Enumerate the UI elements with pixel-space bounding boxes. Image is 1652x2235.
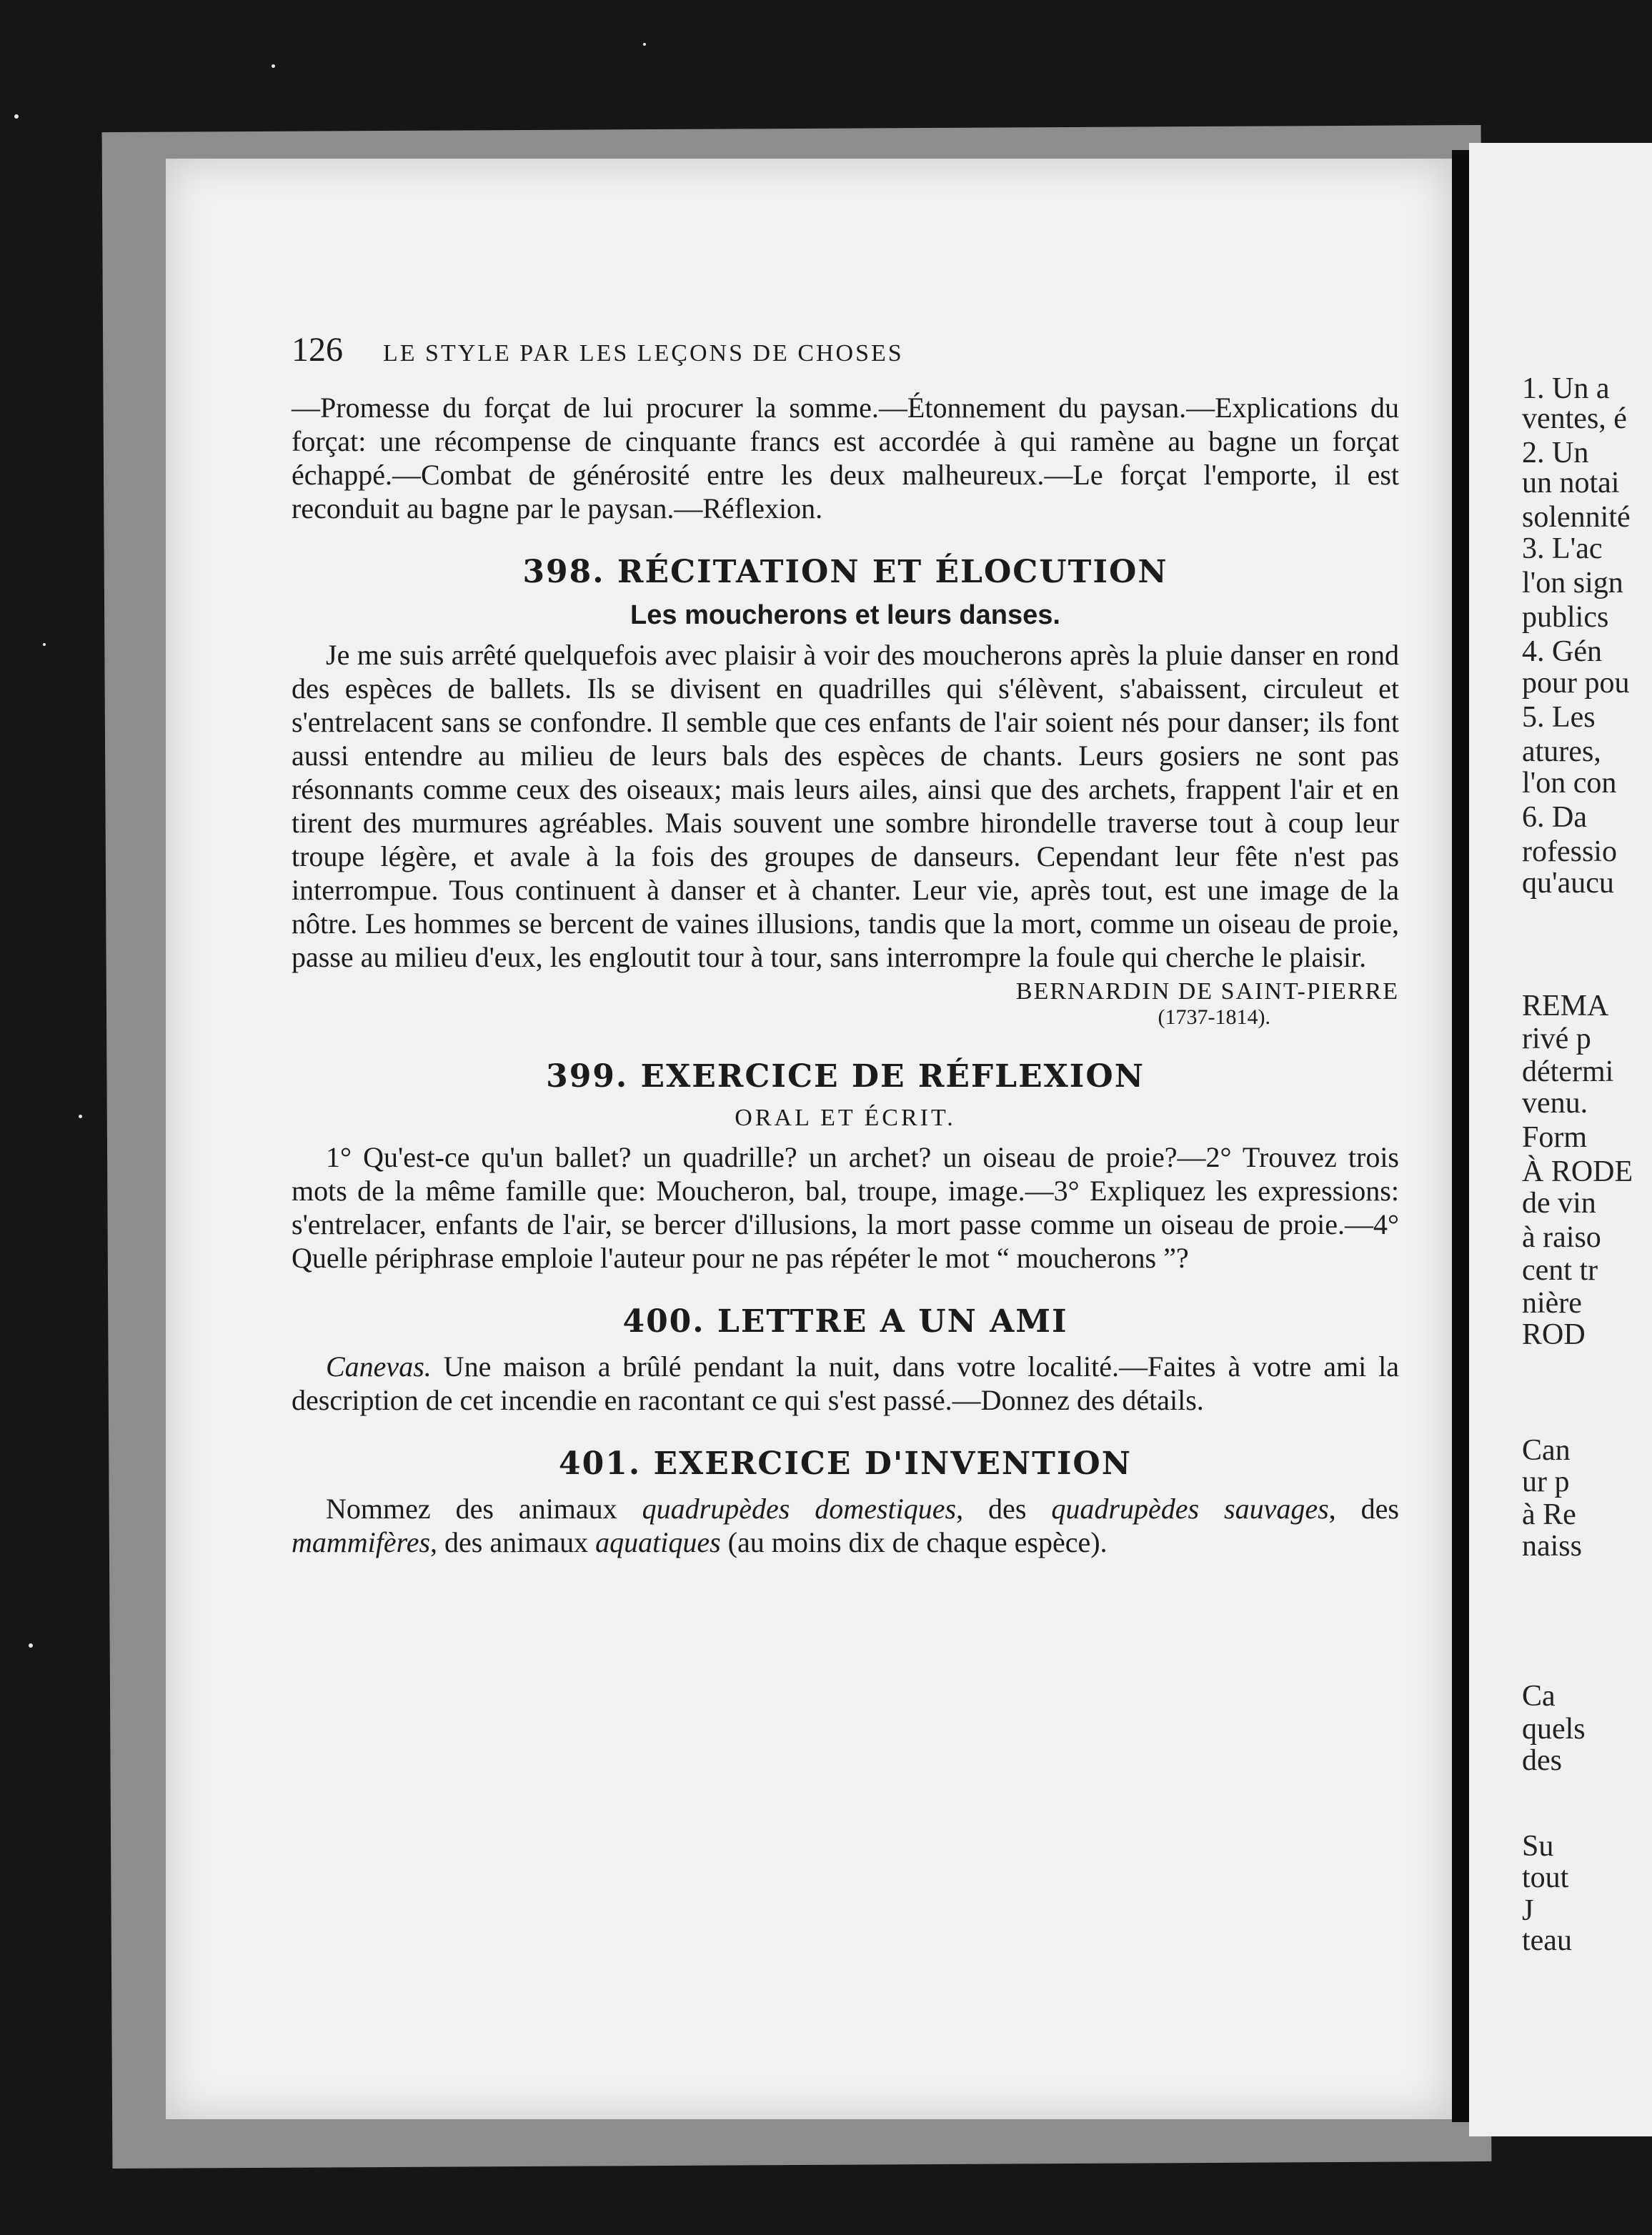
italic-run: quadrupèdes domestiques	[642, 1493, 957, 1525]
right-page-text-fragment: Ca	[1522, 1680, 1556, 1713]
right-page-text-fragment: de vin	[1522, 1187, 1596, 1220]
canevas-label: Canevas.	[326, 1350, 432, 1383]
page-gutter	[1452, 150, 1469, 2122]
section-400-text: Une maison a brûlé pendant la nuit, dans votre localité.—Faites à votre ami la description de cet incendie en racontant ce qui s'est passé.—Donnez des détails.	[292, 1350, 1399, 1416]
right-page-text-fragment: atures,	[1522, 735, 1601, 768]
right-page-text-fragment: nière	[1522, 1287, 1582, 1320]
section-401-title: 401. EXERCICE D'INVENTION	[559, 1445, 1132, 1482]
right-page-text-fragment: 6. Da	[1522, 801, 1587, 834]
right-page-text-fragment: l'on con	[1522, 767, 1617, 800]
right-page-text-fragment: solennité	[1522, 501, 1631, 534]
right-page-text-fragment: détermi	[1522, 1055, 1614, 1088]
right-page-text-fragment: Can	[1522, 1434, 1571, 1467]
right-page-text-fragment: Su	[1522, 1830, 1554, 1863]
italic-run: mammifères	[292, 1526, 431, 1558]
scan-speck	[29, 1643, 33, 1648]
right-page-text-fragment: l'on sign	[1522, 567, 1623, 599]
right-page-text-fragment: à Re	[1522, 1498, 1576, 1531]
section-399-body: 1° Qu'est-ce qu'un ballet? un quadrille? un archet? un oiseau de proie?—2° Trouvez trois mots de la même famille que: Moucheron, bal, troupe, image.—3° Expliquez les expressions: s'entrelacer, enfants de l'air, se bercer d'illusions, la mort passe comme un oiseau de proie.—4° Quelle périphrase emploie l'auteur pour ne pas répéter le mot “ moucherons ”?	[292, 1141, 1399, 1274]
right-page-text-fragment: qu'aucu	[1522, 867, 1614, 900]
right-page-text-fragment: REMA	[1522, 990, 1609, 1022]
right-page-text-fragment: à raiso	[1522, 1221, 1601, 1254]
italic-run: aquatiques	[595, 1526, 721, 1558]
right-page-text-fragment: ROD	[1522, 1318, 1586, 1351]
right-page-text-fragment: cent tr	[1522, 1254, 1598, 1287]
running-head	[292, 330, 1399, 369]
right-page-text-fragment: ur p	[1522, 1465, 1570, 1498]
right-page-text-fragment: 4. Gén	[1522, 635, 1602, 668]
scan-speck	[272, 64, 275, 68]
right-page-fragment	[1469, 143, 1652, 2136]
author-name: BERNARDIN DE SAINT-PIERRE	[1015, 978, 1399, 1005]
right-page-text-fragment: À RODE	[1522, 1155, 1633, 1188]
section-401-body	[292, 1492, 1399, 1559]
right-page-text-fragment: naiss	[1522, 1530, 1582, 1563]
page-number: 126	[292, 331, 343, 369]
right-page-text-fragment: 2. Un	[1522, 437, 1589, 469]
right-page-text-fragment: tout	[1522, 1861, 1569, 1894]
text-run: , des	[1328, 1493, 1399, 1525]
section-400-body	[292, 1350, 1399, 1417]
section-398-body: Je me suis arrêté quelquefois avec plaisir à voir des moucherons après la pluie danser en rond des espèces de ballets. Ils se divisent en quadrilles qui s'élèvent, s'abaissent, circuleut et s'entrelacent sans se confondre. Il semble que ces enfants de l'air soient nés pour danser; ils font aussi entendre au milieu de leurs bals des espèces de chants. Leurs gosiers ne sont pas résonnants comme ceux des oiseaux; mais leurs ailes, ainsi que des archets, frappent l'air et en tirent des murmures agréables. Mais souvent une sombre hirondelle traverse tout à coup leur troupe légère, et avale à la fois des groupes de danseurs. Cependant leur fête n'est pas interrompue. Tous continuent à danser et à chanter. Leur vie, après tout, est une image de la nôtre. Les hommes se bercent de vaines illusions, tandis que la mort, comme un oiseau de proie, passe au milieu d'eux, les engloutit tour à tour, sans interrompre la foule qui cherche le plaisir.	[292, 639, 1399, 973]
right-page-text-fragment: rivé p	[1522, 1022, 1591, 1055]
right-page-text-fragment: publics	[1522, 601, 1609, 634]
italic-run: quadrupèdes sauvages	[1051, 1493, 1329, 1525]
right-page-text-fragment: 3. L'ac	[1522, 532, 1603, 565]
scan-speck	[43, 643, 46, 646]
text-run: , des animaux	[430, 1526, 596, 1558]
text-run: Nommez des animaux	[326, 1493, 642, 1525]
right-page-text-fragment: J	[1522, 1894, 1534, 1927]
intro-paragraph: —Promesse du forçat de lui procurer la somme.—Étonnement du paysan.—Explications du forçat: une récompense de cinquante francs est accordée à qui ramène au bagne un forçat échappé.—Combat de générosité entre les deux malheureux.—Le forçat l'emporte, il est reconduit au bagne par le paysan.—Réflexion.	[292, 392, 1399, 524]
right-page-text-fragment: rofessio	[1522, 835, 1617, 868]
scan-speck	[643, 43, 646, 46]
right-page-text-fragment: 1. Un a	[1522, 372, 1610, 405]
text-run: (au moins dix de chaque espèce).	[720, 1526, 1108, 1558]
section-398-title: 398. RÉCITATION ET ÉLOCUTION	[522, 554, 1168, 590]
right-page-text-fragment: un notai	[1522, 467, 1620, 499]
right-page-text-fragment: teau	[1522, 1924, 1572, 1957]
right-page-text-fragment: des	[1522, 1744, 1562, 1777]
page-content	[292, 330, 1399, 1559]
section-399-subtitle: ORAL ET ÉCRIT.	[735, 1105, 956, 1131]
right-page-text-fragment: 5. Les	[1522, 701, 1596, 734]
scan-speck	[79, 1115, 82, 1118]
right-page-text-fragment: pour pou	[1522, 667, 1630, 700]
right-page-text-fragment: quels	[1522, 1713, 1586, 1746]
scan-speck	[14, 114, 19, 119]
text-run: , des	[956, 1493, 1052, 1525]
right-page-text-fragment: Form	[1522, 1121, 1588, 1154]
section-399-title: 399. EXERCICE DE RÉFLEXION	[546, 1058, 1145, 1095]
running-title: LE STYLE PAR LES LEÇONS DE CHOSES	[383, 340, 904, 367]
author-dates: (1737-1814).	[1158, 1005, 1270, 1029]
right-page-text-fragment: venu.	[1522, 1087, 1588, 1120]
right-page-text-fragment: ventes, é	[1522, 402, 1627, 435]
section-400-title: 400. LETTRE A UN AMI	[622, 1303, 1068, 1340]
section-398-subtitle: Les moucherons et leurs danses.	[630, 600, 1060, 630]
